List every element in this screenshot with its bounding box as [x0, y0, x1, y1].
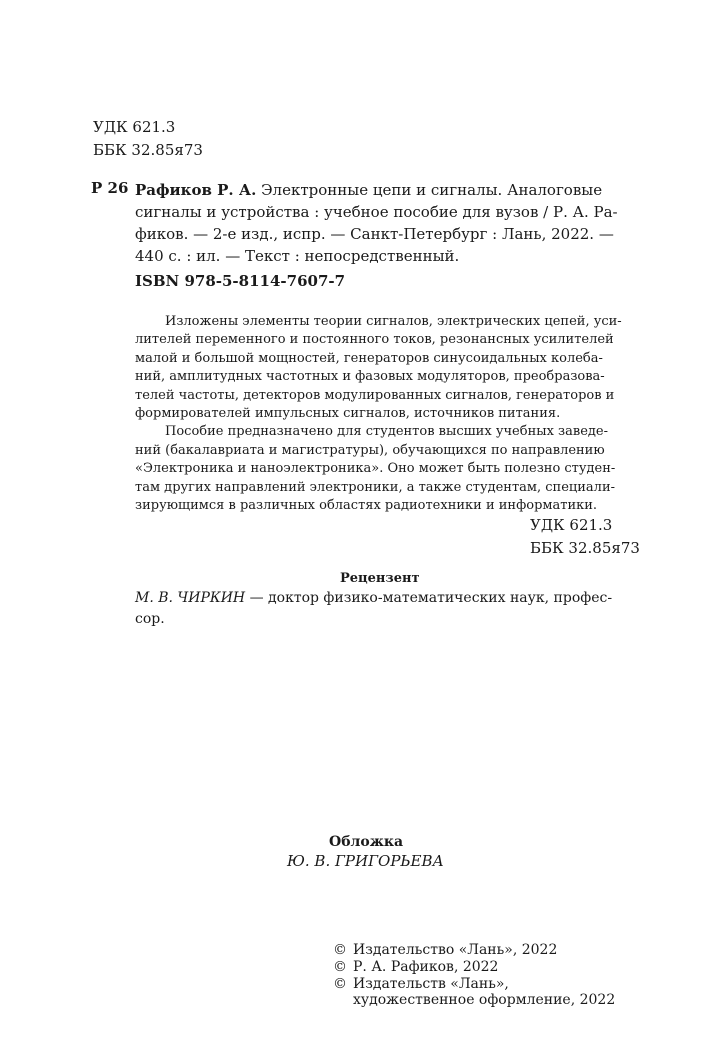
udk-code-bottom: УДК 621.3	[530, 516, 613, 534]
biblio-line-3: фиков. — 2-е изд., испр. — Санкт-Петербург : Лань, 2022. —	[135, 225, 614, 243]
abstract	[135, 313, 625, 515]
reviewer-credentials: — доктор физико-математических наук, профес-	[245, 590, 613, 606]
copyright-line	[333, 976, 615, 993]
copyright-text: Р. А. Рафиков, 2022	[353, 958, 499, 975]
cover-heading: Обложка	[329, 834, 404, 850]
bbk-code-bottom: ББК 32.85я73	[530, 538, 640, 557]
udk-code: УДК 621.3	[93, 118, 176, 136]
classification-top	[93, 116, 203, 162]
copyright-text: Издательств «Лань»,	[353, 975, 509, 992]
copyright-line	[333, 942, 615, 959]
biblio-line-1	[135, 179, 625, 201]
copyright-line: художественное оформление, 2022	[353, 992, 616, 1009]
abstract-line: «Электроника и наноэлектроника». Оно может быть полезно студен-	[135, 461, 616, 477]
abstract-line: там других направлений электроники, а также студентам, специали-	[135, 479, 615, 495]
copyright-line	[333, 959, 615, 976]
cover-designer: Ю. В. ГРИГОРЬЕВА	[287, 852, 444, 870]
abstract-line: Изложены элементы теории сигналов, электрических цепей, уси-	[165, 314, 622, 329]
copyright-icon: ©	[333, 942, 347, 958]
abstract-line: лителей переменного и постоянного токов, резонансных усилителей	[135, 332, 614, 348]
biblio-line-4: 440 с. : ил. — Текст : непосредственный.	[135, 247, 460, 265]
abstract-line: малой и большой мощностей, генераторов синусоидальных колеба-	[135, 350, 603, 366]
classification-bottom	[530, 514, 640, 559]
abstract-line: телей частоты, детекторов модулированных сигналов, генераторов и	[135, 387, 615, 403]
copyright-text: Издательство «Лань», 2022	[353, 942, 558, 958]
abstract-line: зирующимся в различных областях радиотехники и информатики.	[135, 498, 598, 514]
bibliographic-record	[135, 179, 625, 267]
bbk-code: ББК 32.85я73	[93, 141, 203, 159]
abstract-line: формирователей импульсных сигналов, источников питания.	[135, 406, 561, 422]
abstract-line: Пособие предназначено для студентов высших учебных заведе-	[165, 424, 608, 440]
abstract-line: ний (бакалавриата и магистратуры), обучающихся по направлению	[135, 442, 605, 458]
reviewer-line-2: сор.	[135, 611, 165, 627]
reviewer-block	[135, 588, 635, 630]
author-mark-code: Р 26	[91, 179, 129, 197]
author-name: Рафиков Р. А.	[135, 181, 257, 199]
abstract-line: ний, амплитудных частотных и фазовых модуляторов, преобразова-	[135, 369, 605, 385]
biblio-line-2: сигналы и устройства : учебное пособие для вузов / Р. А. Ра-	[135, 203, 618, 221]
copyright-block	[333, 942, 615, 1009]
reviewer-name: М. В. ЧИРКИН	[135, 590, 246, 606]
reviewer-line-1	[135, 588, 635, 609]
title-text: Электронные цепи и сигналы. Аналоговые	[256, 181, 603, 199]
isbn: ISBN 978-5-8114-7607-7	[135, 272, 346, 290]
copyright-icon: ©	[333, 975, 347, 992]
copyright-icon: ©	[333, 958, 347, 975]
reviewer-heading: Рецензент	[340, 571, 420, 586]
